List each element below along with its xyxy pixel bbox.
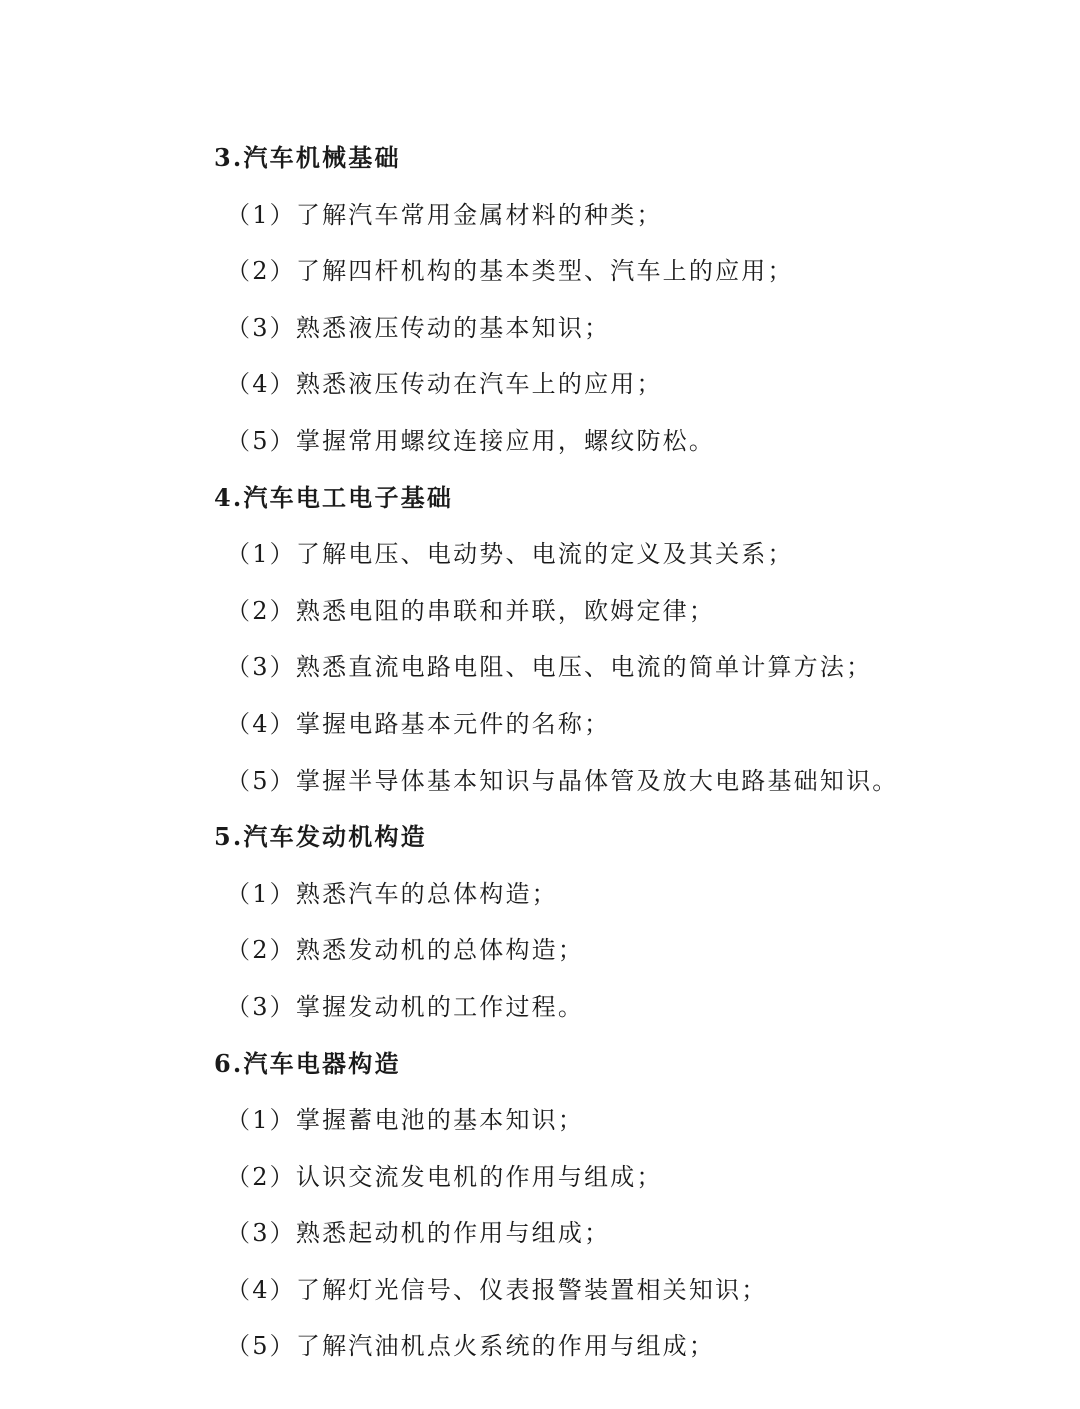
- section-heading: 6.汽车电器构造: [214, 1048, 401, 1078]
- list-item: （5）掌握常用螺纹连接应用，螺纹防松。: [226, 426, 716, 455]
- section-engine-construction: [0, 809, 1080, 1035]
- list-item: （2）熟悉发动机的总体构造；: [226, 936, 585, 965]
- list-item: （2）熟悉电阻的串联和并联，欧姆定律；: [226, 596, 716, 625]
- list-item: （3）熟悉起动机的作用与组成；: [226, 1219, 611, 1248]
- list-item: （2）认识交流发电机的作用与组成；: [226, 1162, 663, 1191]
- list-item: （5）了解汽油机点火系统的作用与组成；: [226, 1332, 716, 1361]
- list-item: （1）掌握蓄电池的基本知识；: [226, 1106, 585, 1135]
- list-item: （2）了解四杆机构的基本类型、汽车上的应用；: [226, 257, 794, 286]
- list-item: （3）熟悉液压传动的基本知识；: [226, 313, 611, 342]
- list-item: （4）了解灯光信号、仪表报警装置相关知识；: [226, 1275, 768, 1304]
- list-item: （1）了解汽车常用金属材料的种类；: [226, 200, 663, 229]
- list-item: （5）掌握半导体基本知识与晶体管及放大电路基础知识。: [226, 766, 899, 795]
- list-item: （1）了解电压、电动势、电流的定义及其关系；: [226, 540, 794, 569]
- document-page: [0, 130, 1080, 1375]
- list-item: （3）熟悉直流电路电阻、电压、电流的简单计算方法；: [226, 653, 873, 682]
- list-item: （3）掌握发动机的工作过程。: [226, 992, 585, 1021]
- section-mechanical-basics: [0, 130, 1080, 470]
- section-heading: 3.汽车机械基础: [214, 143, 401, 172]
- list-item: （4）熟悉液压传动在汽车上的应用；: [226, 370, 663, 399]
- section-heading: 4.汽车电工电子基础: [214, 482, 454, 512]
- section-electrical-equipment: [0, 1036, 1080, 1376]
- list-item: （4）掌握电路基本元件的名称；: [226, 709, 611, 738]
- section-electrical-basics: [0, 470, 1080, 810]
- list-item: （1）熟悉汽车的总体构造；: [226, 879, 558, 908]
- section-heading: 5.汽车发动机构造: [214, 822, 427, 852]
